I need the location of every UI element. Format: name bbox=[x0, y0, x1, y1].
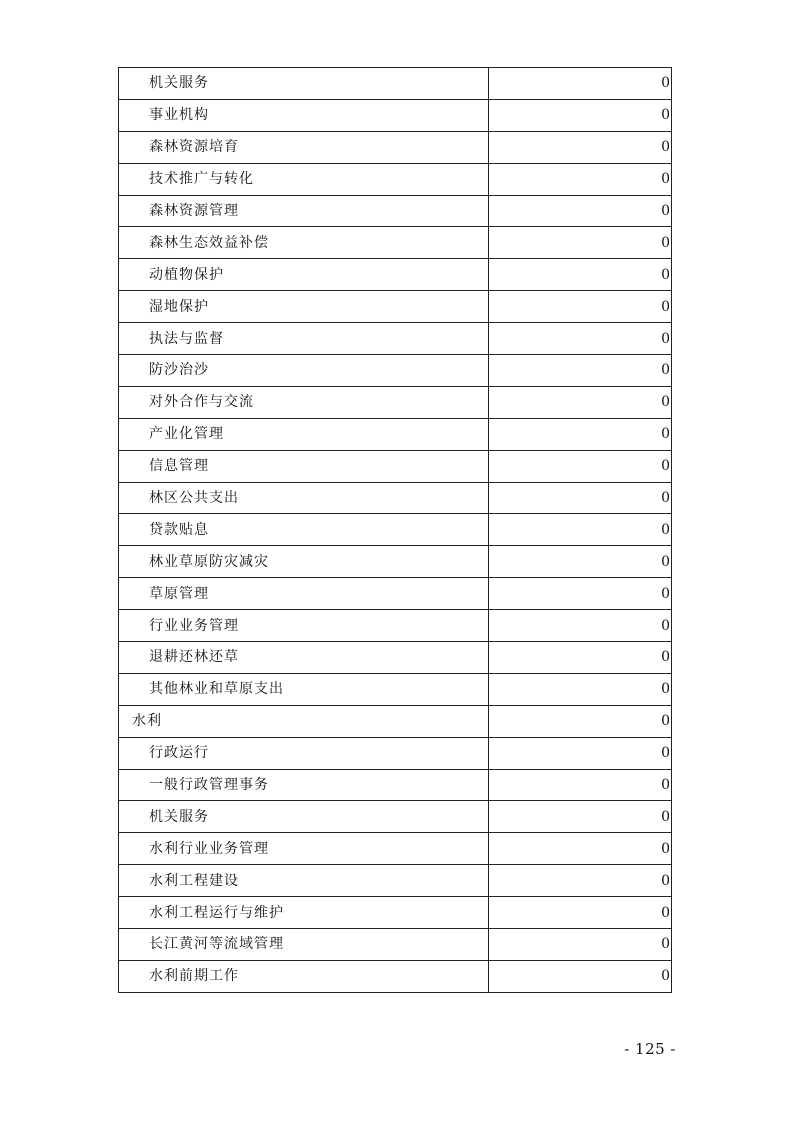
item-name-cell: 防沙治沙 bbox=[119, 355, 489, 387]
item-name-cell: 信息管理 bbox=[119, 450, 489, 482]
item-name-cell: 林业草原防灾减灾 bbox=[119, 546, 489, 578]
table-body bbox=[119, 68, 672, 993]
table-row bbox=[119, 514, 672, 546]
item-amount-cell: 0 bbox=[489, 514, 672, 546]
table-row bbox=[119, 291, 672, 323]
table-row bbox=[119, 259, 672, 291]
item-amount-cell: 0 bbox=[489, 865, 672, 897]
item-name-cell: 水利 bbox=[119, 705, 489, 737]
item-name-cell: 行政运行 bbox=[119, 737, 489, 769]
page-number: - 125 - bbox=[624, 1040, 676, 1058]
item-amount-cell: 0 bbox=[489, 195, 672, 227]
item-name-cell: 机关服务 bbox=[119, 68, 489, 100]
item-name-cell: 森林生态效益补偿 bbox=[119, 227, 489, 259]
table-row bbox=[119, 546, 672, 578]
item-amount-cell: 0 bbox=[489, 705, 672, 737]
item-amount-cell: 0 bbox=[489, 482, 672, 514]
table-row bbox=[119, 929, 672, 961]
item-amount-cell: 0 bbox=[489, 610, 672, 642]
table-row bbox=[119, 737, 672, 769]
item-name-cell: 水利工程建设 bbox=[119, 865, 489, 897]
table-row bbox=[119, 482, 672, 514]
table-row bbox=[119, 450, 672, 482]
table-row bbox=[119, 355, 672, 387]
item-name-cell: 执法与监督 bbox=[119, 323, 489, 355]
item-amount-cell: 0 bbox=[489, 131, 672, 163]
table-row bbox=[119, 673, 672, 705]
table-row bbox=[119, 68, 672, 100]
table-row bbox=[119, 418, 672, 450]
item-amount-cell: 0 bbox=[489, 355, 672, 387]
item-amount-cell: 0 bbox=[489, 68, 672, 100]
item-amount-cell: 0 bbox=[489, 323, 672, 355]
item-name-cell: 退耕还林还草 bbox=[119, 642, 489, 674]
item-name-cell: 产业化管理 bbox=[119, 418, 489, 450]
item-name-cell: 对外合作与交流 bbox=[119, 386, 489, 418]
item-name-cell: 森林资源管理 bbox=[119, 195, 489, 227]
item-amount-cell: 0 bbox=[489, 386, 672, 418]
item-amount-cell: 0 bbox=[489, 450, 672, 482]
item-amount-cell: 0 bbox=[489, 163, 672, 195]
table-row bbox=[119, 227, 672, 259]
item-amount-cell: 0 bbox=[489, 578, 672, 610]
item-amount-cell: 0 bbox=[489, 833, 672, 865]
item-amount-cell: 0 bbox=[489, 897, 672, 929]
item-amount-cell: 0 bbox=[489, 546, 672, 578]
table-row bbox=[119, 769, 672, 801]
table-row bbox=[119, 323, 672, 355]
item-amount-cell: 0 bbox=[489, 291, 672, 323]
item-name-cell: 林区公共支出 bbox=[119, 482, 489, 514]
table-row bbox=[119, 865, 672, 897]
item-name-cell: 技术推广与转化 bbox=[119, 163, 489, 195]
item-amount-cell: 0 bbox=[489, 769, 672, 801]
item-name-cell: 机关服务 bbox=[119, 801, 489, 833]
item-name-cell: 长江黄河等流域管理 bbox=[119, 929, 489, 961]
table-row bbox=[119, 705, 672, 737]
item-name-cell: 森林资源培育 bbox=[119, 131, 489, 163]
table-row bbox=[119, 99, 672, 131]
item-amount-cell: 0 bbox=[489, 227, 672, 259]
item-amount-cell: 0 bbox=[489, 673, 672, 705]
item-amount-cell: 0 bbox=[489, 259, 672, 291]
item-amount-cell: 0 bbox=[489, 99, 672, 131]
table-row bbox=[119, 195, 672, 227]
item-name-cell: 事业机构 bbox=[119, 99, 489, 131]
table-row bbox=[119, 131, 672, 163]
item-amount-cell: 0 bbox=[489, 642, 672, 674]
table-row bbox=[119, 610, 672, 642]
table-row bbox=[119, 960, 672, 992]
item-name-cell: 贷款贴息 bbox=[119, 514, 489, 546]
table-row bbox=[119, 578, 672, 610]
item-name-cell: 草原管理 bbox=[119, 578, 489, 610]
item-name-cell: 湿地保护 bbox=[119, 291, 489, 323]
item-amount-cell: 0 bbox=[489, 960, 672, 992]
item-amount-cell: 0 bbox=[489, 929, 672, 961]
table-row bbox=[119, 897, 672, 929]
item-amount-cell: 0 bbox=[489, 801, 672, 833]
item-name-cell: 行业业务管理 bbox=[119, 610, 489, 642]
item-amount-cell: 0 bbox=[489, 737, 672, 769]
table-row bbox=[119, 163, 672, 195]
table-row bbox=[119, 801, 672, 833]
item-name-cell: 水利工程运行与维护 bbox=[119, 897, 489, 929]
budget-table bbox=[118, 67, 672, 993]
item-name-cell: 动植物保护 bbox=[119, 259, 489, 291]
table-row bbox=[119, 833, 672, 865]
item-name-cell: 水利前期工作 bbox=[119, 960, 489, 992]
item-amount-cell: 0 bbox=[489, 418, 672, 450]
table-row bbox=[119, 386, 672, 418]
item-name-cell: 一般行政管理事务 bbox=[119, 769, 489, 801]
table-row bbox=[119, 642, 672, 674]
item-name-cell: 水利行业业务管理 bbox=[119, 833, 489, 865]
item-name-cell: 其他林业和草原支出 bbox=[119, 673, 489, 705]
